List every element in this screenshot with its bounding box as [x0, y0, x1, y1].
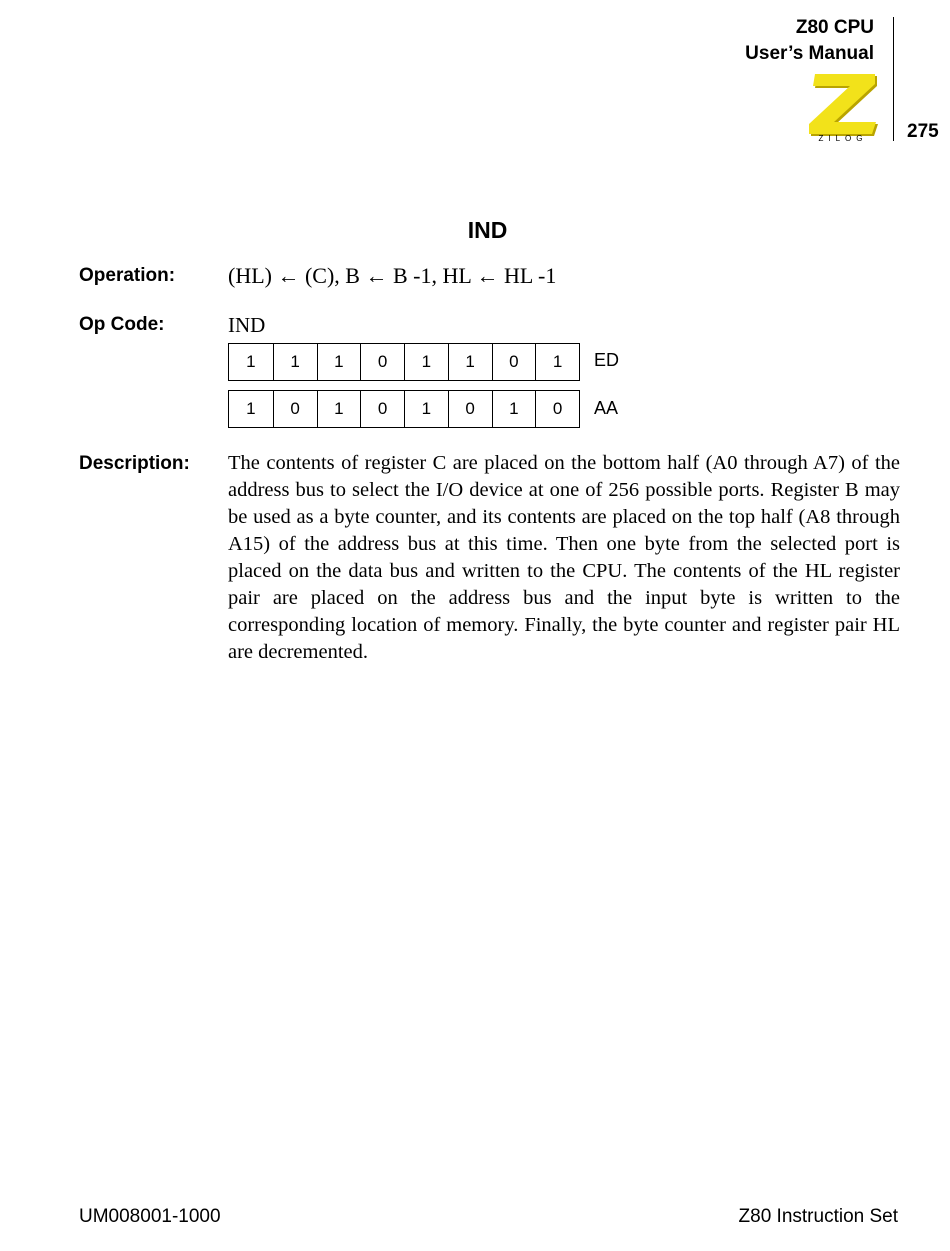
instruction-title: IND — [467, 217, 508, 243]
operation-label: Operation: — [79, 265, 176, 286]
bit-cell: 1 — [317, 344, 361, 380]
manual-title-line2: User’s Manual — [745, 43, 874, 64]
bit-cell: 1 — [273, 344, 317, 380]
bit-cell: 0 — [448, 391, 492, 427]
bit-cell: 1 — [535, 344, 579, 380]
bit-cell: 1 — [246, 352, 256, 371]
bit-cell: 1 — [246, 399, 256, 418]
manual-title-line1: Z80 CPU — [795, 17, 874, 38]
bit-cell: 1 — [317, 391, 361, 427]
description-label: Description: — [79, 453, 190, 474]
bit-cell: 1 — [404, 344, 448, 380]
page-number: 275 — [907, 121, 939, 142]
bit-cell: 1 — [492, 391, 536, 427]
bit-cell: 0 — [492, 344, 536, 380]
bit-cell: 0 — [273, 391, 317, 427]
opcode-text: IND — [228, 313, 266, 337]
bit-cell: 0 — [360, 391, 404, 427]
bit-cell: 1 — [448, 344, 492, 380]
footer-doc-number: UM008001-1000 — [79, 1206, 221, 1227]
opcode-byte-2 — [228, 390, 580, 428]
opcode-label: Op Code: — [79, 314, 165, 335]
bit-cell: 1 — [404, 391, 448, 427]
zilog-logo — [806, 70, 880, 144]
bit-cell: 0 — [535, 391, 579, 427]
opcode-hex-2: AA — [594, 398, 619, 418]
header-divider — [893, 17, 894, 141]
operation-text: (HL) ← (C), B ← B -1, HL ← HL -1 — [228, 263, 557, 288]
description-text: The contents of register C are placed on the bottom half (A0 through A7) of the address bus to select the I/O device at one of 256 possible ports. Register B may be used as a byte counter, and its contents are placed on the top half (A8 through A15) of the address bus at this time. Then one byte from the selected port is placed on the data bus and written to the CPU. The contents of the HL register pair are placed on the address bus and the input byte is written to the corresponding location of memory. Finally, the byte counter and register pair HL are decremented. — [228, 452, 900, 663]
footer-section: Z80 Instruction Set — [738, 1206, 898, 1227]
opcode-byte-1 — [228, 343, 580, 381]
manual-title — [745, 15, 874, 67]
bit-cell: 0 — [360, 344, 404, 380]
opcode-hex-1: ED — [594, 350, 620, 370]
logo-text: ZILOG — [818, 134, 868, 143]
